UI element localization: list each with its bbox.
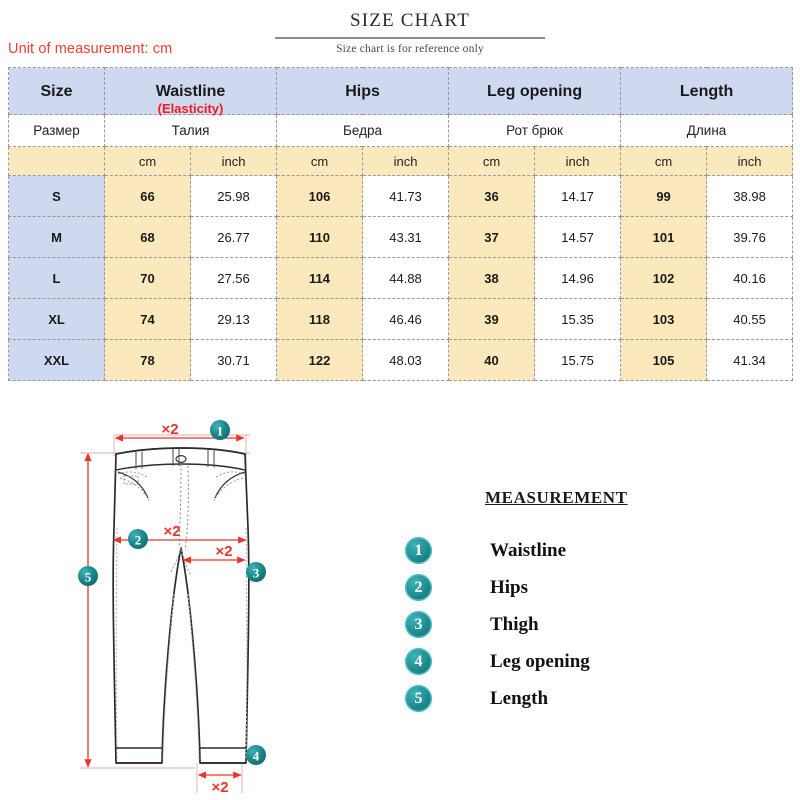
unit-leg-cm: cm xyxy=(449,147,535,176)
cell-size: L xyxy=(9,258,105,299)
legend-badge-4: 4 xyxy=(405,648,432,675)
waist-multiplier-label: ×2 xyxy=(161,421,179,438)
cell-leg-cm: 39 xyxy=(449,299,535,340)
cell-hips-cm: 118 xyxy=(277,299,363,340)
leg-opening-multiplier-label: ×2 xyxy=(211,779,229,796)
list-item xyxy=(405,569,775,606)
thigh-multiplier-label: ×2 xyxy=(215,543,233,560)
hips-multiplier-label: ×2 xyxy=(163,523,181,540)
header-hips: Hips xyxy=(277,68,449,115)
cell-length-inch: 38.98 xyxy=(707,176,793,217)
cell-hips-inch: 48.03 xyxy=(363,340,449,381)
cell-leg-cm: 37 xyxy=(449,217,535,258)
cell-length-inch: 40.55 xyxy=(707,299,793,340)
legend-badge-3: 3 xyxy=(405,611,432,638)
cell-leg-cm: 38 xyxy=(449,258,535,299)
cell-hips-cm: 106 xyxy=(277,176,363,217)
legend-label-length: Length xyxy=(490,687,549,709)
size-chart-table xyxy=(8,67,793,381)
pants-technical-drawing xyxy=(60,408,360,798)
unit-blank xyxy=(9,147,105,176)
table-header-units xyxy=(9,147,793,176)
legend-badge-5: 5 xyxy=(405,685,432,712)
marker-4 xyxy=(246,745,266,765)
chart-subtitle: Size chart is for reference only xyxy=(336,43,484,55)
cell-leg-inch: 14.17 xyxy=(535,176,621,217)
cell-hips-cm: 122 xyxy=(277,340,363,381)
cell-length-inch: 40.16 xyxy=(707,258,793,299)
header-waistline: Waistline (Elasticity) xyxy=(105,68,277,115)
cell-leg-cm: 36 xyxy=(449,176,535,217)
legend-badge-1: 1 xyxy=(405,537,432,564)
marker-5 xyxy=(78,566,98,586)
cell-waist-inch: 27.56 xyxy=(191,258,277,299)
cell-waist-cm: 78 xyxy=(105,340,191,381)
cell-leg-inch: 14.57 xyxy=(535,217,621,258)
table-header-ru xyxy=(9,115,793,147)
unit-length-cm: cm xyxy=(621,147,707,176)
cell-hips-cm: 110 xyxy=(277,217,363,258)
cell-leg-inch: 15.35 xyxy=(535,299,621,340)
table-row xyxy=(9,217,793,258)
legend-label-waistline: Waistline xyxy=(490,539,567,561)
svg-text:4: 4 xyxy=(252,748,260,764)
legend-label-thigh: Thigh xyxy=(490,613,539,635)
cell-leg-inch: 15.75 xyxy=(535,340,621,381)
cell-length-cm: 105 xyxy=(621,340,707,381)
header-leg-opening: Leg opening xyxy=(449,68,621,115)
cell-size: XXL xyxy=(9,340,105,381)
svg-text:3: 3 xyxy=(252,565,260,581)
page-title: SIZE CHART xyxy=(349,10,471,31)
list-item xyxy=(405,643,775,680)
cell-waist-inch: 25.98 xyxy=(191,176,277,217)
legend-label-hips: Hips xyxy=(490,576,529,598)
header-ru-waistline: Талия xyxy=(105,115,277,147)
marker-3 xyxy=(246,562,266,582)
cell-leg-inch: 14.96 xyxy=(535,258,621,299)
marker-2 xyxy=(128,529,148,549)
list-item xyxy=(405,606,775,643)
unit-length-inch: inch xyxy=(707,147,793,176)
header-ru-length: Длина xyxy=(621,115,793,147)
chart-title-block xyxy=(275,10,545,57)
header-ru-leg-opening: Рот брюк xyxy=(449,115,621,147)
svg-text:2: 2 xyxy=(134,532,142,548)
cell-waist-cm: 74 xyxy=(105,299,191,340)
cell-waist-cm: 68 xyxy=(105,217,191,258)
cell-waist-inch: 26.77 xyxy=(191,217,277,258)
list-item xyxy=(405,532,775,569)
waistline-elasticity-note: (Elasticity) xyxy=(157,100,224,116)
unit-waist-cm: cm xyxy=(105,147,191,176)
marker-1 xyxy=(210,420,230,440)
cell-length-cm: 101 xyxy=(621,217,707,258)
table-row xyxy=(9,176,793,217)
cell-hips-inch: 44.88 xyxy=(363,258,449,299)
svg-text:1: 1 xyxy=(216,423,224,439)
cell-hips-cm: 114 xyxy=(277,258,363,299)
legend-heading: MEASUREMENT xyxy=(485,488,628,507)
table-row xyxy=(9,340,793,381)
cell-waist-inch: 29.13 xyxy=(191,299,277,340)
unit-waist-inch: inch xyxy=(191,147,277,176)
cell-hips-inch: 46.46 xyxy=(363,299,449,340)
cell-length-cm: 102 xyxy=(621,258,707,299)
cell-size: XL xyxy=(9,299,105,340)
cell-waist-inch: 30.71 xyxy=(191,340,277,381)
cell-hips-inch: 43.31 xyxy=(363,217,449,258)
cell-length-inch: 39.76 xyxy=(707,217,793,258)
unit-hips-cm: cm xyxy=(277,147,363,176)
list-item xyxy=(405,680,775,717)
table-row xyxy=(9,299,793,340)
unit-of-measurement-note: Unit of measurement: cm xyxy=(8,41,173,57)
table-row xyxy=(9,258,793,299)
cell-waist-cm: 70 xyxy=(105,258,191,299)
cell-waist-cm: 66 xyxy=(105,176,191,217)
header-ru-size: Размер xyxy=(9,115,105,147)
header-length: Length xyxy=(621,68,793,115)
cell-length-cm: 103 xyxy=(621,299,707,340)
unit-leg-inch: inch xyxy=(535,147,621,176)
cell-size: M xyxy=(9,217,105,258)
legend-label-leg-opening: Leg opening xyxy=(490,650,590,672)
cell-hips-inch: 41.73 xyxy=(363,176,449,217)
cell-leg-cm: 40 xyxy=(449,340,535,381)
cell-length-inch: 41.34 xyxy=(707,340,793,381)
header-size: Size xyxy=(9,68,105,115)
table-header-en xyxy=(9,68,793,115)
title-divider xyxy=(275,37,545,39)
header-ru-hips: Бедра xyxy=(277,115,449,147)
legend-badge-2: 2 xyxy=(405,574,432,601)
cell-size: S xyxy=(9,176,105,217)
measurement-legend xyxy=(405,488,775,717)
svg-text:5: 5 xyxy=(84,569,92,585)
unit-hips-inch: inch xyxy=(363,147,449,176)
cell-length-cm: 99 xyxy=(621,176,707,217)
